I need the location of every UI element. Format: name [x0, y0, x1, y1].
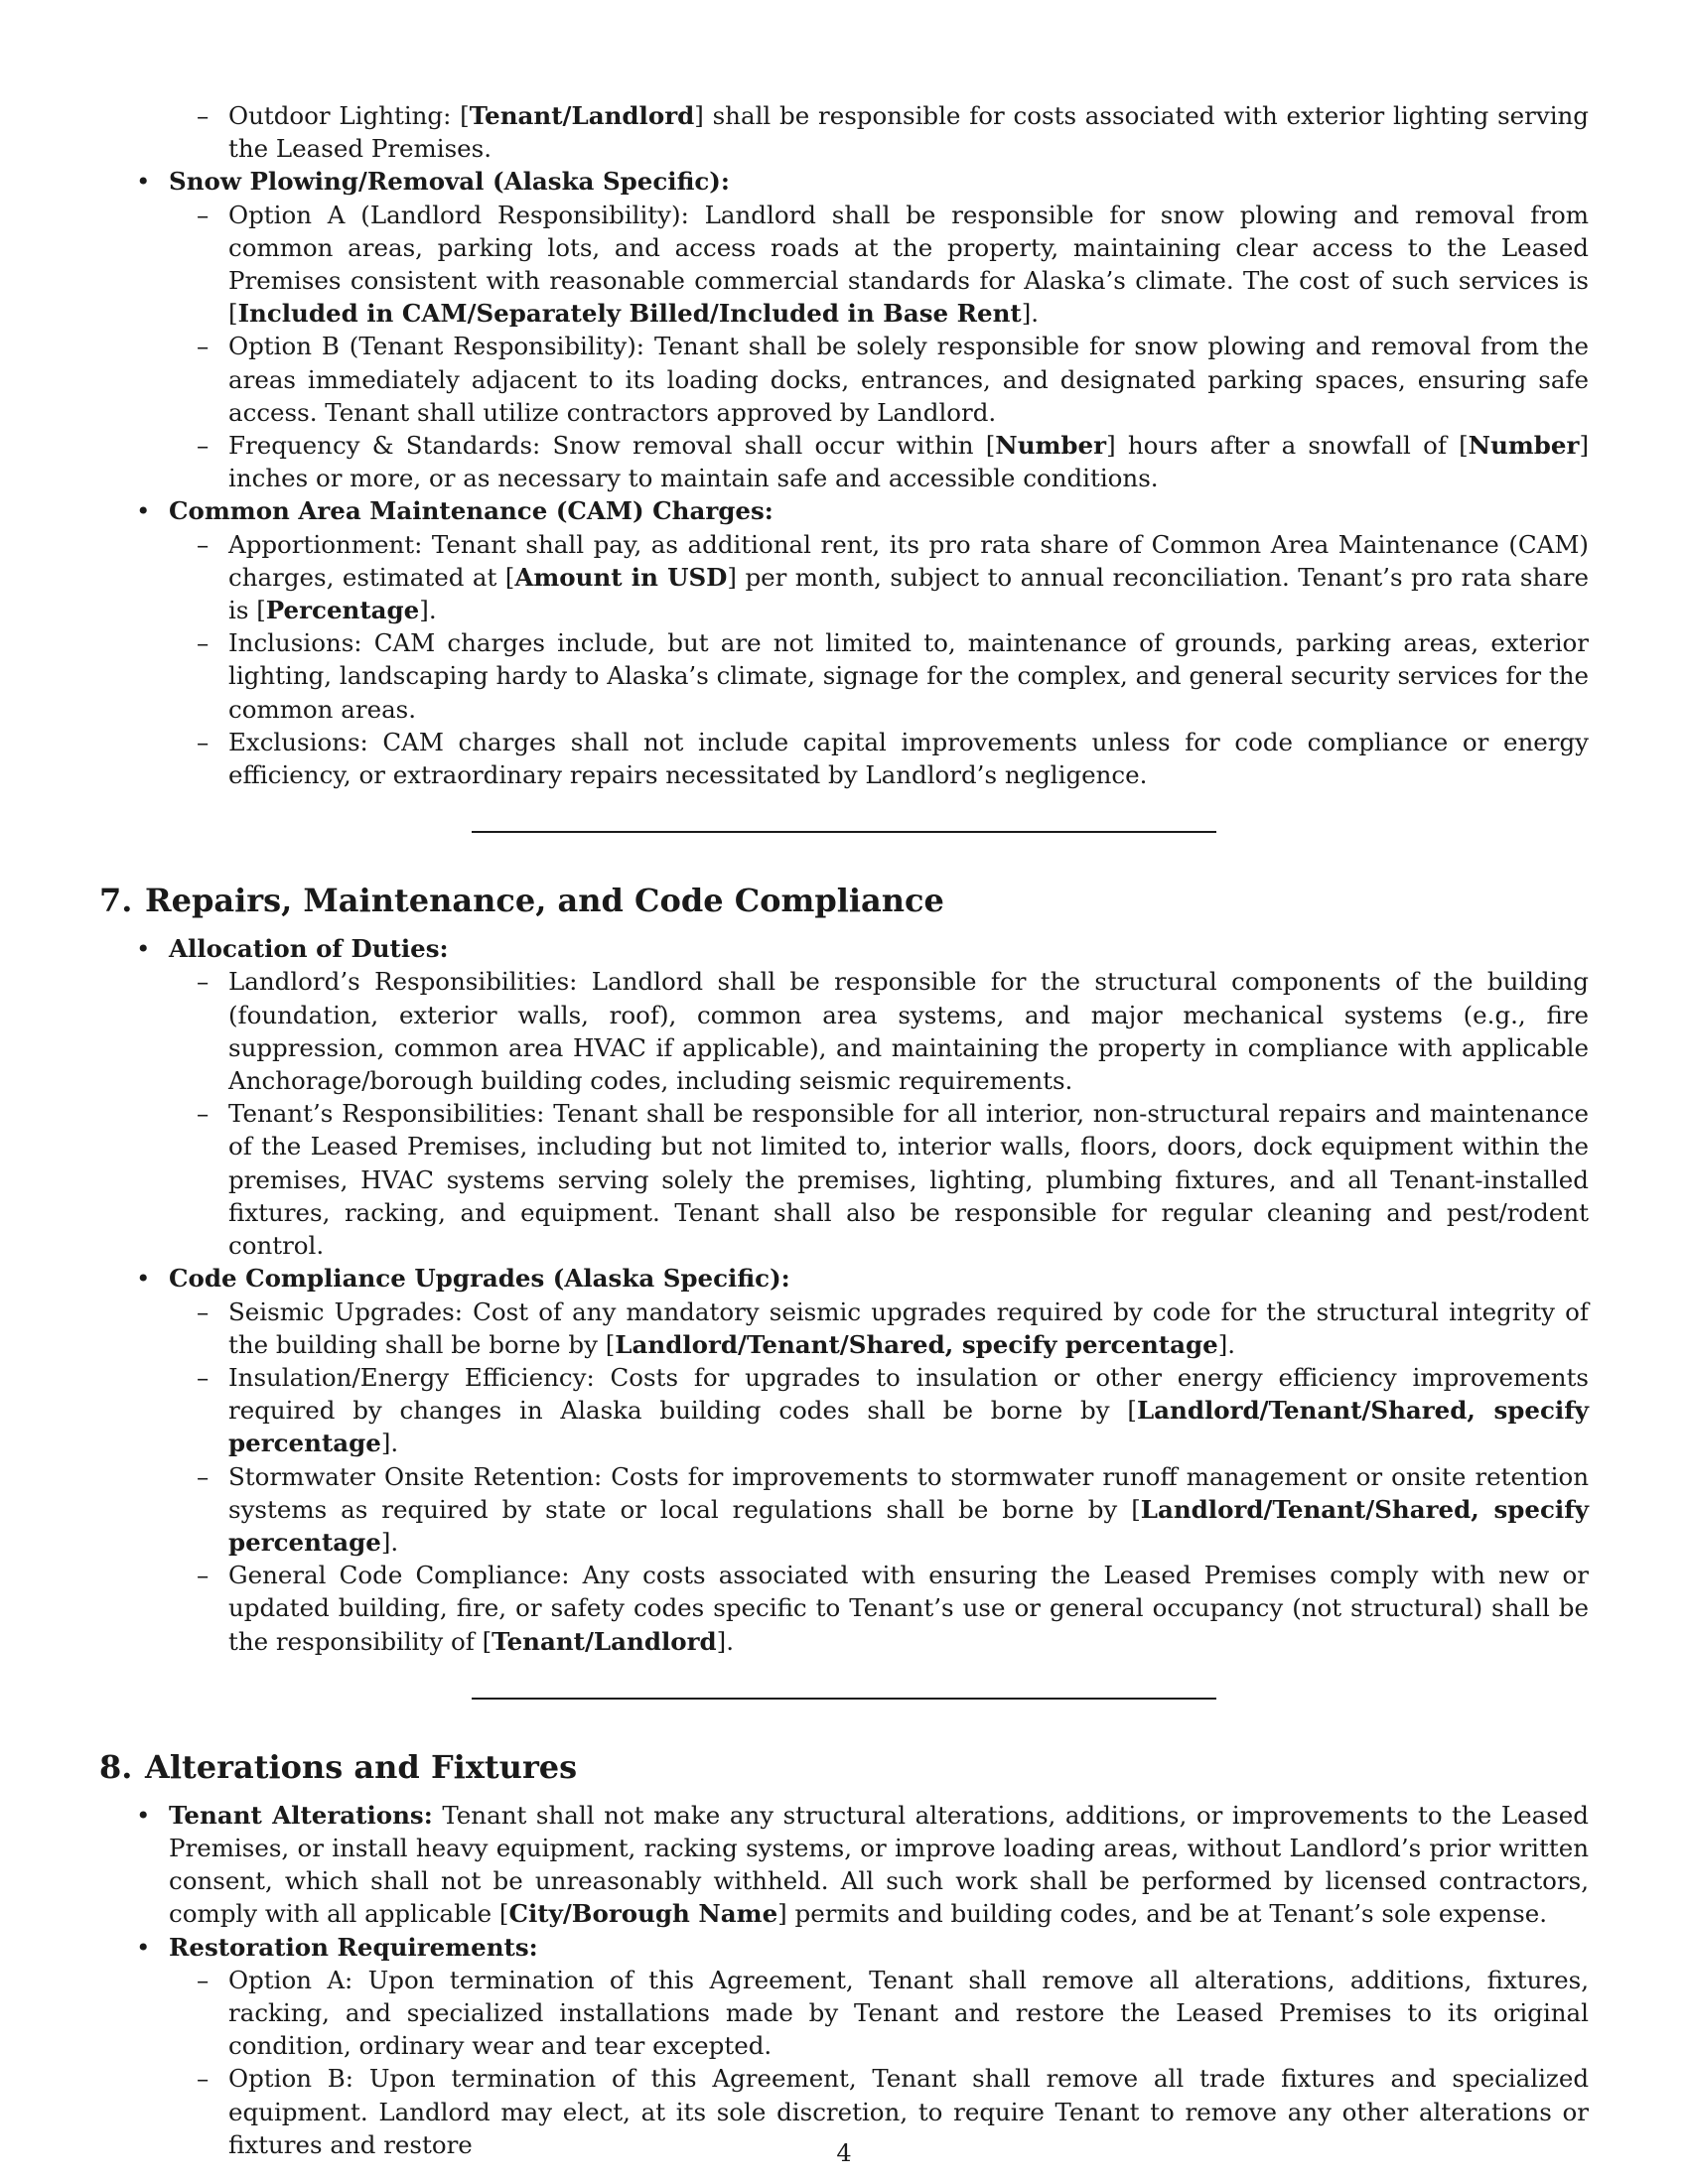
insulation-efficiency: [99, 1361, 1589, 1460]
section-7-title: Repairs, Maintenance, and Code Compliance: [145, 882, 944, 920]
outdoor-lighting-placeholder: Tenant/Landlord: [469, 101, 695, 130]
section-6-continuation-list: [99, 99, 1589, 791]
cam-charges-item: [99, 494, 1589, 791]
outdoor-lighting-text-2: ] shall be responsible for costs associated with exterior lighting serving the Leased Premises.: [228, 101, 1589, 164]
stormwater-placeholder: Landlord/Tenant/Shared, specify percentage: [228, 1494, 1589, 1557]
cam-apportionment-text-1: Apportionment: Tenant shall pay, as additional rent, its pro rata share of Common Area Maintenance (CAM) charges, estimated at [: [228, 529, 1589, 592]
snow-frequency: [99, 429, 1589, 494]
insulation-placeholder: Landlord/Tenant/Shared, specify percentage: [228, 1396, 1589, 1458]
tenant-alterations-text-1: Tenant shall not make any structural alterations, additions, or improvements to the Leased Premises, or install heavy equipment, racking systems, or improve loading areas, without Landlord’s prior written consent, which shall not be unreasonably withheld. All such work shall be performed by licensed contractors, comply with all applicable [: [169, 1800, 1589, 1929]
duties-item: [99, 932, 1589, 1262]
duties-sublist: [169, 965, 1589, 1262]
snow-option-a-text-1: Option A (Landlord Responsibility): Landlord shall be responsible for snow plowing and removal from common areas, parking lots, and access roads at the property, maintaining clear access to the Leased Premises consistent with reasonable commercial standards for Alaska’s climate. The cost of such services is [: [228, 200, 1589, 329]
landlord-responsibilities: [99, 965, 1589, 1097]
cam-exclusions: [99, 726, 1589, 791]
general-code-text-2: ].: [716, 1626, 735, 1656]
snow-option-b: [99, 330, 1589, 429]
section-7-list: [99, 932, 1589, 1657]
cam-apportionment: [99, 528, 1589, 627]
snow-removal-title: Snow Plowing/Removal (Alaska Specific):: [169, 167, 730, 197]
general-code-placeholder: Tenant/Landlord: [492, 1626, 717, 1656]
tenant-alterations-text-2: ] permits and building codes, and be at Tenant’s sole expense.: [777, 1899, 1547, 1929]
tenant-responsibilities: [99, 1097, 1589, 1262]
general-code-text-1: General Code Compliance: Any costs associated with ensuring the Leased Premises comply with new or updated building, fire, or safety codes specific to Tenant’s use or general occupancy (not structural) shall be the responsibility of [: [228, 1561, 1589, 1656]
duties-title: Allocation of Duties:: [169, 934, 449, 964]
page-number: 4: [836, 2139, 852, 2167]
snow-option-a-text-2: ].: [1021, 299, 1040, 329]
seismic-placeholder: Landlord/Tenant/Shared, specify percentage: [615, 1329, 1218, 1359]
outdoor-lighting-clause: [99, 99, 1589, 165]
cam-inclusions-text: Inclusions: CAM charges include, but are not limited to, maintenance of grounds, parking areas, exterior lighting, landscaping hardy to Alaska’s climate, signage for the complex, and general security services for the common areas.: [228, 628, 1589, 724]
stormwater-text-1: Stormwater Onsite Retention: Costs for improvements to stormwater runoff management or onsite retention systems as required by state or local regulations shall be borne by [: [228, 1461, 1589, 1524]
cam-percentage-placeholder: Percentage: [265, 596, 420, 625]
seismic-text-1: Seismic Upgrades: Cost of any mandatory seismic upgrades required by code for the structural integrity of the building shall be borne by [: [228, 1297, 1589, 1359]
snow-frequency-text-2: ] hours after a snowfall of [: [1106, 431, 1469, 461]
section-8-heading: [99, 1747, 1589, 1787]
outdoor-lighting-text-1: Outdoor Lighting: [: [228, 101, 470, 130]
cam-charges-title: Common Area Maintenance (CAM) Charges:: [169, 496, 774, 526]
stormwater-text-2: ].: [380, 1527, 399, 1557]
tenant-responsibilities-text: Tenant’s Responsibilities: Tenant shall be responsible for all interior, non-structural repairs and maintenance of the Leased Premises, including but not limited to, interior walls, floors, doors, dock equipment within the premises, HVAC systems serving solely the premises, lighting, plumbing fixtures, and all Tenant-installed fixtures, racking, and equipment. Tenant shall also be responsible for regular cleaning and pest/rodent control.: [228, 1099, 1589, 1261]
insulation-text-1: Insulation/Energy Efficiency: Costs for upgrades to insulation or other energy efficiency improvements required by changes in Alaska building codes shall be borne by [: [228, 1362, 1589, 1426]
code-compliance-title: Code Compliance Upgrades (Alaska Specific):: [169, 1264, 790, 1294]
seismic-text-2: ].: [1217, 1329, 1236, 1359]
snow-removal-item: [99, 165, 1589, 494]
section-7-number: 7.: [99, 882, 133, 920]
restoration-title: Restoration Requirements:: [169, 1932, 538, 1962]
page-content: [99, 99, 1589, 2161]
snow-frequency-hours-placeholder: Number: [995, 431, 1107, 461]
snow-frequency-text-1: Frequency & Standards: Snow removal shall occur within [: [228, 431, 996, 461]
cam-inclusions: [99, 626, 1589, 726]
snow-removal-sublist: [169, 199, 1589, 495]
cam-apportionment-text-2: ] per month, subject to annual reconciliation. Tenant’s pro rata share is [: [228, 562, 1590, 625]
restoration-item: [99, 1931, 1589, 2161]
restoration-option-b-text: Option B: Upon termination of this Agreement, Tenant shall remove all trade fixtures and specialized equipment. Landlord may elect, at its sole discretion, to require Tenant to remove any other alterations or fixtures and restore: [228, 2064, 1589, 2159]
tenant-alterations-item: [99, 1799, 1589, 1931]
stormwater-retention: [99, 1460, 1589, 1560]
snow-option-a: [99, 199, 1589, 331]
section-7-heading: [99, 881, 1589, 920]
cam-apportionment-text-3: ].: [419, 596, 437, 625]
code-compliance-sublist: [169, 1296, 1589, 1658]
landlord-responsibilities-text: Landlord’s Responsibilities: Landlord shall be responsible for the structural components of the building (foundation, exterior walls, roof), common area systems, and major mechanical systems (e.g., fire suppression, common area HVAC if applicable), and maintaining the property in compliance with applicable Anchorage/borough building codes, including seismic requirements.: [228, 967, 1589, 1096]
seismic-upgrades: [99, 1296, 1589, 1361]
general-code-compliance: [99, 1559, 1589, 1658]
section-8-title: Alterations and Fixtures: [145, 1747, 578, 1786]
tenant-alterations-title: Tenant Alterations:: [169, 1800, 433, 1830]
section-8-number: 8.: [99, 1747, 133, 1786]
snow-option-a-placeholder: Included in CAM/Separately Billed/Included in Base Rent: [237, 299, 1022, 329]
snow-option-b-text: Option B (Tenant Responsibility): Tenant shall be solely responsible for snow plowing and removal from the areas immediately adjacent to its loading docks, entrances, and designated parking spaces, ensuring safe access. Tenant shall utilize contractors approved by Landlord.: [228, 332, 1589, 427]
restoration-option-a-text: Option A: Upon termination of this Agreement, Tenant shall remove all alterations, additions, fixtures, racking, and specialized installations made by Tenant and restore the Leased Premises to its original condition, ordinary wear and tear excepted.: [228, 1965, 1589, 2061]
city-borough-placeholder: City/Borough Name: [508, 1899, 778, 1929]
snow-frequency-text-3: ] inches or more, or as necessary to maintain safe and accessible conditions.: [228, 431, 1589, 493]
cam-exclusions-text: Exclusions: CAM charges shall not include capital improvements unless for code compliance or energy efficiency, or extraordinary repairs necessitated by Landlord’s negligence.: [228, 727, 1589, 790]
restoration-option-a: [99, 1964, 1589, 2063]
cam-charges-sublist: [169, 528, 1589, 792]
outdoor-lighting-item: [99, 99, 1589, 165]
code-compliance-item: [99, 1262, 1589, 1657]
insulation-text-2: ].: [380, 1429, 399, 1458]
cam-amount-placeholder: Amount in USD: [514, 562, 728, 592]
outdoor-lighting-sublist: [99, 99, 1589, 165]
section-8-list: [99, 1799, 1589, 2161]
restoration-sublist: [169, 1964, 1589, 2161]
snow-frequency-inches-placeholder: Number: [1468, 431, 1580, 461]
